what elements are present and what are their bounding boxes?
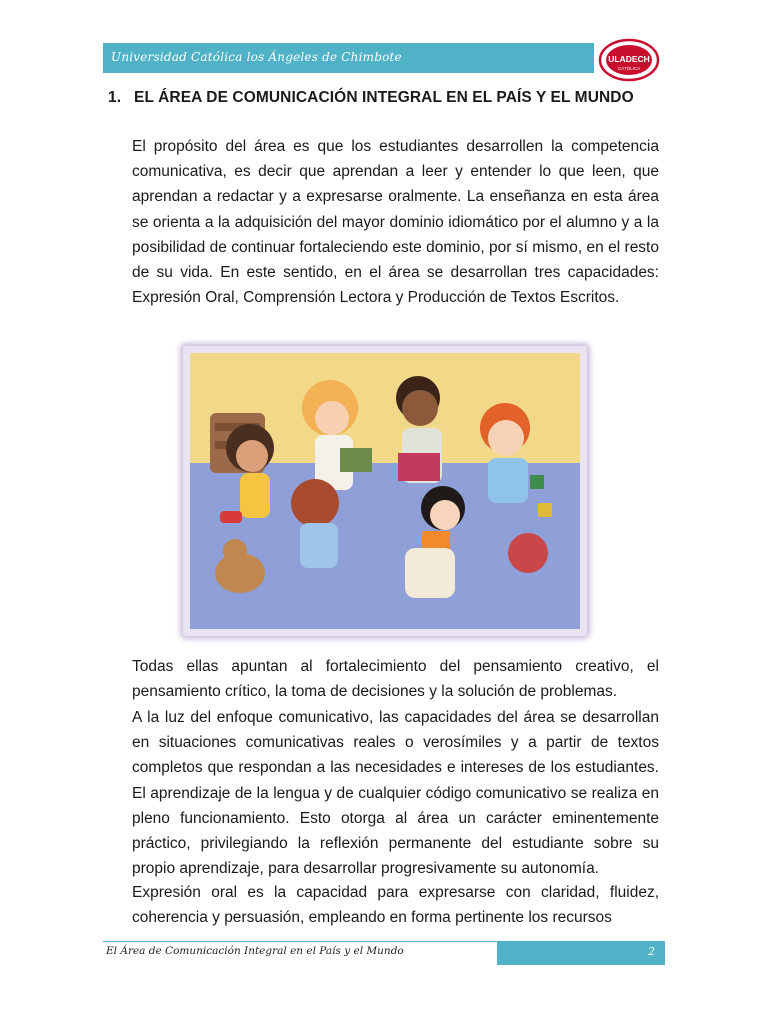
section-number: 1. xyxy=(108,89,122,106)
paragraph-intro: El propósito del área es que los estudiantes desarrollen la competencia comunicativa, es decir que aprendan a leer y entender lo que leen, que aprendan a redactar y a expresarse oralmente. La enseñanza en esta área se orienta a la adquisición del mayor dominio idiomático por el alumno y a la posibilidad de continuar fortaleciendo este dominio, por sí mismo, en el resto de su vida. En este sentido, en el área se desarrollan tres capacidades: Expresión Oral, Comprensión Lectora y Producción de Textos Escritos. xyxy=(132,138,659,307)
page-number: 2 xyxy=(648,945,655,958)
uladech-logo xyxy=(598,38,660,82)
children-reading-illustration xyxy=(190,353,580,629)
section-title: EL ÁREA DE COMUNICACIÓN INTEGRAL EN EL PAÍS Y EL MUNDO xyxy=(134,89,634,106)
paragraph-oral-expression: Expresión oral es la capacidad para expresarse con claridad, fluidez, coherencia y persuasión, empleando en forma pertinente los recursos xyxy=(132,884,659,927)
footer-title: El Área de Comunicación Integral en el País y el Mundo xyxy=(106,945,404,957)
paragraph-communicative-approach: A la luz del enfoque comunicativo, las capacidades del área se desarrollan en situaciones comunicativas reales o verosímiles y a partir de textos completos que respondan a las necesidades e intereses de los estudiantes. El aprendizaje de la lengua y de cualquier código comunicativo se realiza en pleno funcionamiento. Esto otorga al área un carácter eminentemente práctico, privilegiando la reflexión permanente del estudiante sobre su propio aprendizaje, para desarrollar progresivamente su autonomía. xyxy=(132,709,659,878)
svg-text:ULADECH: ULADECH xyxy=(608,54,650,64)
illustration-children-reading xyxy=(183,346,587,636)
svg-text:CATÓLICA: CATÓLICA xyxy=(617,66,641,71)
paragraph-capacities: Todas ellas apuntan al fortalecimiento del pensamiento creativo, el pensamiento crítico, la toma de decisiones y la solución de problemas. xyxy=(132,658,659,701)
header-bar xyxy=(103,43,594,73)
section-heading xyxy=(108,89,668,107)
page-number-box xyxy=(497,941,665,965)
university-name: Universidad Católica los Ángeles de Chimbote xyxy=(111,50,402,64)
